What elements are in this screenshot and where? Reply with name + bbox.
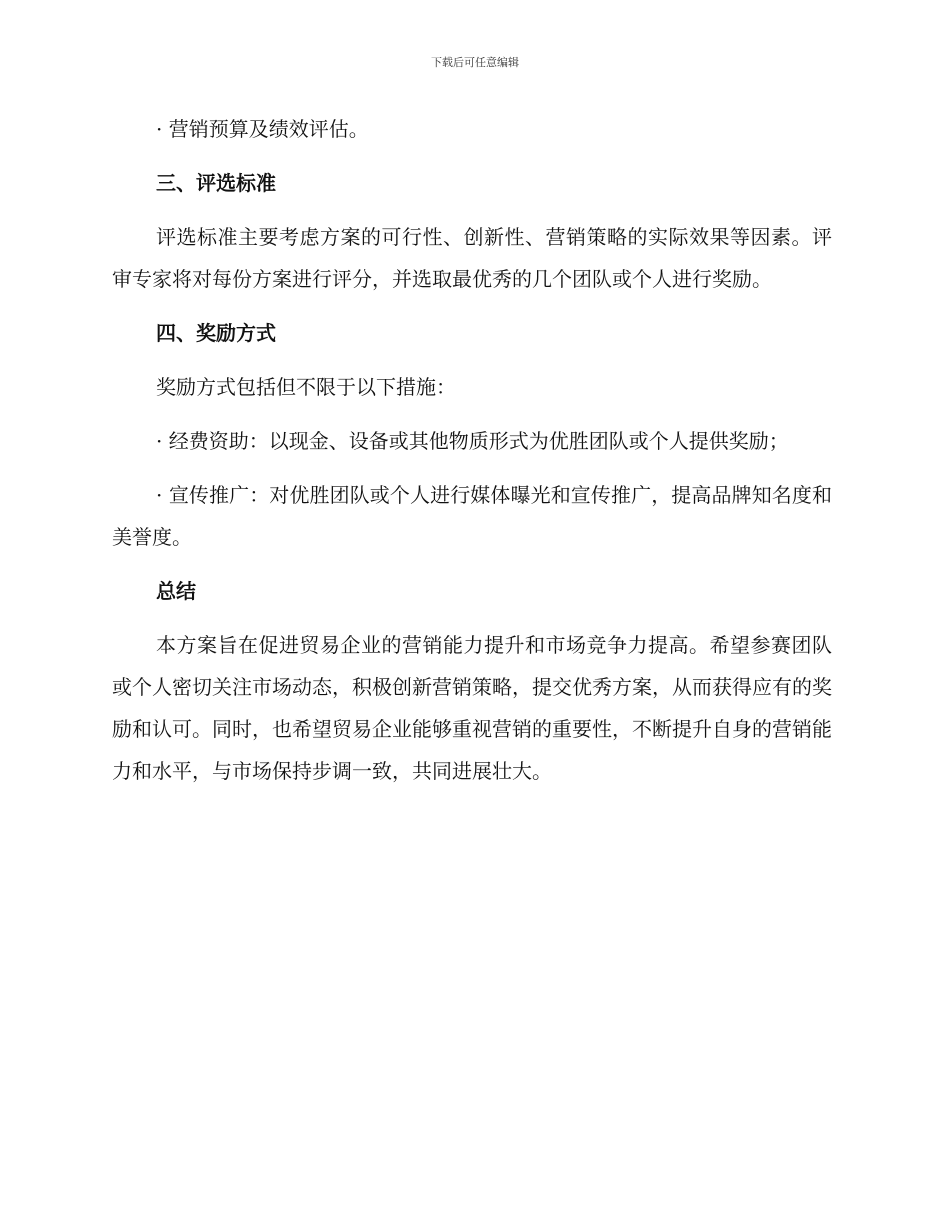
document-body xyxy=(112,108,832,804)
paragraph-reward-intro: 奖励方式包括但不限于以下措施： xyxy=(156,375,456,399)
paragraph-summary: 本方案旨在促进贸易企业的营销能力提升和市场竞争力提高。希望参赛团队或个人密切关注市场动态，积极创新营销策略，提交优秀方案，从而获得应有的奖励和认可。同时，也希望贸易企业能够重视营销的重要性，不断提升自身的营销能力和水平，与市场保持步调一致，共同进展壮大。 xyxy=(112,633,832,783)
section-heading-criteria: 三、评选标准 xyxy=(156,171,276,195)
section-heading-rewards: 四、奖励方式 xyxy=(156,321,276,345)
paragraph-criteria: 评选标准主要考虑方案的可行性、创新性、营销策略的实际效果等因素。评审专家将对每份方案进行评分，并选取最优秀的几个团队或个人进行奖励。 xyxy=(112,225,832,291)
page-header: 下载后可任意编辑 xyxy=(431,56,519,69)
bullet-budget: · 营销预算及绩效评估。 xyxy=(156,117,369,141)
section-heading-summary: 总结 xyxy=(156,579,196,603)
bullet-funding: · 经费资助：以现金、设备或其他物质形式为优胜团队或个人提供奖励； xyxy=(156,429,789,453)
bullet-promotion: · 宣传推广：对优胜团队或个人进行媒体曝光和宣传推广，提高品牌知名度和美誉度。 xyxy=(112,483,832,549)
